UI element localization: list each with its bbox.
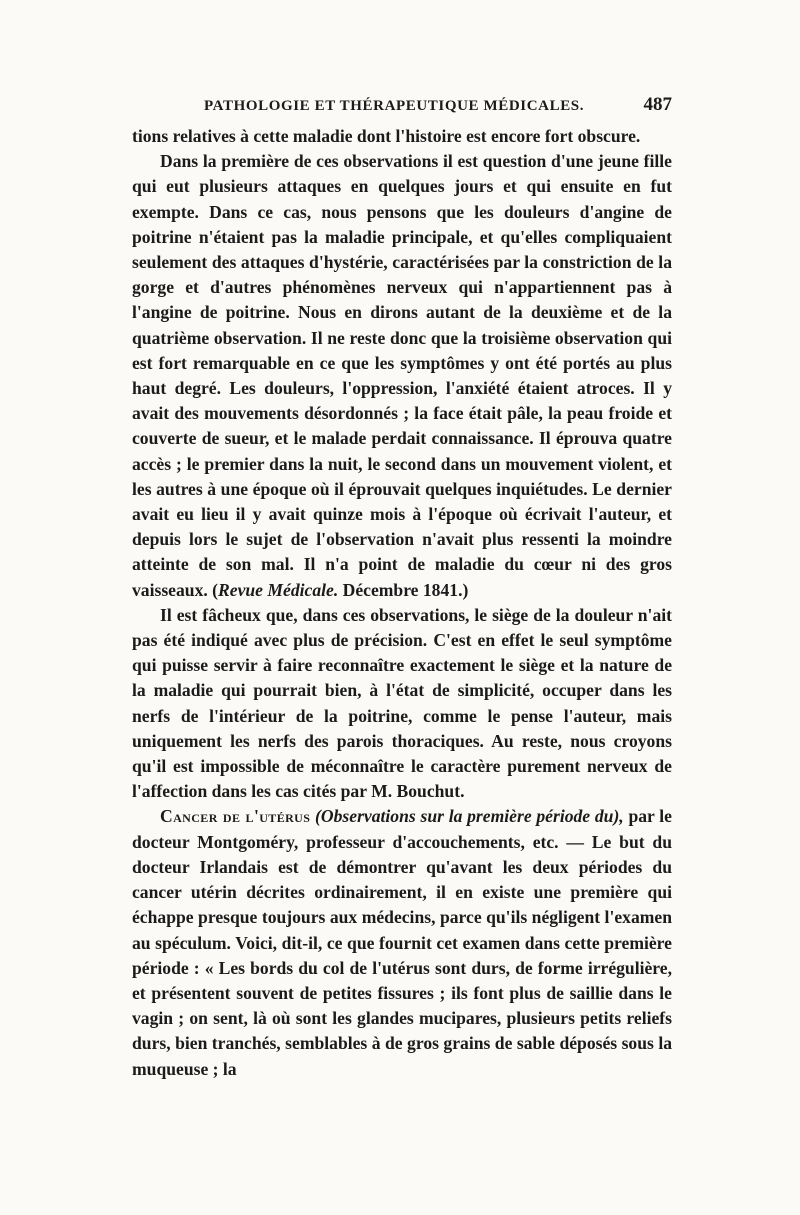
section-heading-subtitle: (Observations sur la première période du), — [310, 806, 624, 827]
body-text — [132, 124, 672, 1082]
paragraph-4-text: par le docteur Montgoméry, professeur d'accouchements, etc. — Le but du docteur Irlandais est de démontrer qu'avant les deux périodes du cancer utérin décrites ordinairement, il en existe une première qui échappe presque toujours aux médecins, parce qu'ils négligent l'examen au spéculum. Voici, dit-il, ce que fournit cet examen dans cette première période : « Les bords du col de l'utérus sont durs, de forme irrégulière, et présentent souvent de petites fissures ; ils font plus de saillie dans le vagin ; on sent, là où sont les glandes mucipares, plusieurs petits reliefs durs, bien tranchés, semblables à de gros grains de sable déposés sous la muqueuse ; la — [132, 806, 672, 1079]
paragraph-3: Il est fâcheux que, dans ces observations, le siège de la douleur n'ait pas été indiqué avec plus de précision. C'est en effet le seul symptôme qui puisse servir à faire reconnaître exactement le siège et la nature de la maladie qui pourrait bien, à l'état de simplicité, occuper dans les nerfs de l'intérieur de la poitrine, comme le pense l'auteur, mais uniquement les nerfs des parois thoraciques. Au reste, nous croyons qu'il est impossible de méconnaître le caractère purement nerveux de l'affection dans les cas cités par M. Bouchut. — [132, 604, 672, 802]
running-head: PATHOLOGIE ET THÉRAPEUTIQUE MÉDICALES. — [204, 98, 585, 114]
citation-date: Décembre 1841.) — [338, 579, 469, 600]
paragraph-2 — [132, 149, 672, 603]
paragraph-4 — [132, 804, 672, 1081]
citation-revue-medicale: Revue Médicale. — [218, 579, 339, 600]
paragraph-1: tions relatives à cette maladie dont l'histoire est encore fort obscure. — [132, 126, 641, 146]
paragraph-2-text: Dans la première de ces observations il est question d'une jeune fille qui eut plusieurs attaques en quelques jours et qui ensuite en fut exempte. Dans ce cas, nous pensons que les douleurs d'angine de poitrine n'étaient pas la maladie principale, et qu'elles compliquaient seulement des attaques d'hystérie, caractérisées par la constriction de la gorge et d'autres phénomènes nerveux qui n'appartiennent pas à l'angine de poitrine. Nous en dirons autant de la deuxième et de la quatrième observation. Il ne reste donc que la troisième observation qui est fort remarquable en ce que les symptômes y ont été portés au plus haut degré. Les douleurs, l'oppression, l'anxiété étaient atroces. Il y avait des mouvements désordonnés ; la face était pâle, la peau froide et couverte de sueur, et le malade perdait connaissance. Il éprouva quatre accès ; le premier dans la nuit, le second dans un mouvement violent, et les autres à une époque où il éprouvait quelques inquiétudes. Le dernier avait eu lieu il y avait quinze mois à l'époque où écrivait l'auteur, et depuis lors le sujet de l'observation n'avait plus ressenti la moindre atteinte de son mal. Il n'a point de maladie du cœur ni des gros vaisseaux. ( — [132, 151, 672, 600]
page-number: 487 — [643, 94, 672, 115]
section-heading-cancer: Cancer de l'utérus — [160, 806, 311, 827]
page-header — [132, 94, 672, 120]
